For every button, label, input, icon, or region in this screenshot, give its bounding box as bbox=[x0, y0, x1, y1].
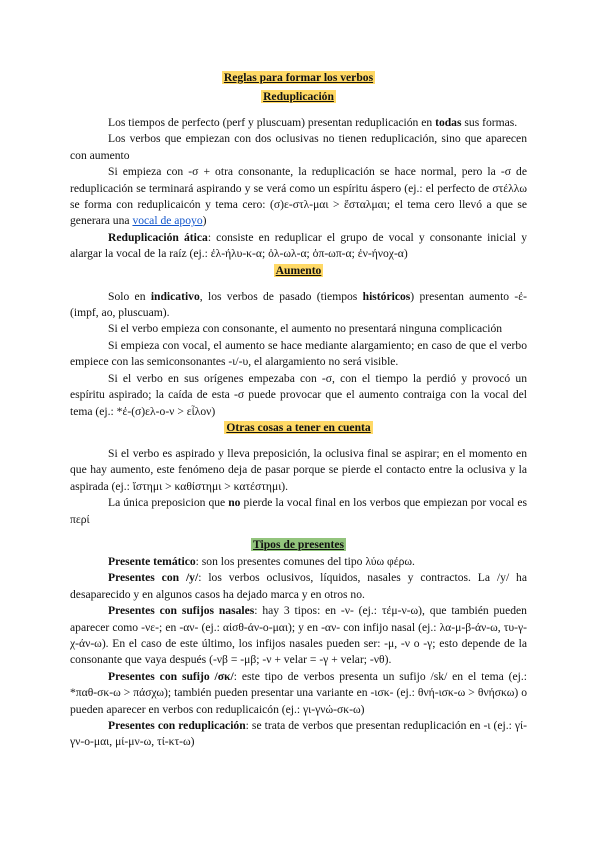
paragraph: Los verbos que empiezan con dos oclusivas no tienen reduplicación, sino que aparecen con aumento bbox=[70, 132, 527, 162]
doc-title: Reglas para formar los verbos bbox=[223, 71, 374, 84]
paragraph: Reduplicación ática: consiste en reduplicar el grupo de vocal y consonante inicial y alargar la vocal de la raíz (ej.: ἐλ-ήλυ-κ-α; ὀλ-ωλ-α; ὀπ-ωπ-α; ἐν-ήνοχ-α) bbox=[70, 230, 527, 261]
paragraph: Si el verbo en sus orígenes empezaba con -σ, con el tiempo la perdió y provocó un espíritu aspirado; la caída de esta -σ puede provocar que el aumento contraiga con la vocal del tema (ej.: *ἐ-(σ)ελ-ο-ν > εἷλον) bbox=[70, 371, 527, 418]
paragraph: Presentes con sufijo /σκ/: este tipo de verbos presenta un sufijo /sk/ en el tema (ej.: *παθ-σκ-ω > πάσχω); también pueden presentar una variante en -ισκ- (ej.: θνή-ισκ-ω > θνήσκω) o pueden aparecer en verbos con reduplicaicón (ej.: γι-γνώ-σκ-ω) bbox=[70, 669, 527, 716]
paragraph: Presentes con /y/: los verbos oclusivos, líquidos, nasales y contractos. La /y/ ha desaparecido y en algunos casos ha dejado marca y en otros no. bbox=[70, 571, 527, 601]
document-body bbox=[70, 70, 527, 751]
heading-otras-cosas: Otras cosas a tener en cuenta bbox=[226, 420, 371, 434]
paragraph: Presente temático: son los presentes comunes del tipo λύω φέρω. bbox=[108, 554, 415, 568]
paragraph: Si el verbo es aspirado y lleva preposición, la oclusiva final se aspirar; en el momento en que hay aumento, este fenómeno deja de pasar porque se pierde el contacto entre la oclusiva y la aspirada (ej.: ἵστημι > καθίστημι > κατέστημι). bbox=[70, 446, 527, 493]
paragraph: Si empieza con vocal, el aumento se hace mediante alargamiento; en caso de que el verbo empiece con las semiconsonantes -ι/-υ, el alargamiento no será visible. bbox=[70, 338, 527, 369]
heading-aumento: Aumento bbox=[275, 263, 322, 277]
paragraph: Si el verbo empieza con consonante, el aumento no presentará ninguna complicación bbox=[108, 322, 503, 336]
paragraph: Presentes con reduplicación: se trata de verbos que presentan reduplicación en -ι (ej.: γί-γν-ο-μαι, μί-μν-ω, τί-κτ-ω) bbox=[70, 719, 527, 749]
heading-tipos-de-presentes: Tipos de presentes bbox=[252, 537, 345, 551]
heading-reduplicacion: Reduplicación bbox=[263, 90, 334, 103]
paragraph: Si empieza con -σ + otra consonante, la reduplicación se hace normal, pero la -σ de reduplicación se terminará aspirando y se verá como un espíritu áspero (ej.: el perfecto de στέλλω se forma con reduplicaicón y tema cero: (σ)ε-στλ-μαι > ἔσταλμαι; el tema cero llevó a que se generara una vocal de apoyo) bbox=[70, 165, 527, 228]
paragraph: Los tiempos de perfecto (perf y pluscuam) presentan reduplicación en todas sus formas. bbox=[108, 116, 518, 129]
vocal-de-apoyo-link[interactable]: vocal de apoyo bbox=[132, 214, 203, 228]
paragraph: Presentes con sufijos nasales: hay 3 tipos: en -ν- (ej.: τέμ-ν-ω), que también pueden aparecer como -νε-; en -αν- (ej.: αἰσθ-άν-ο-μαι); y en -αν- con infijo nasal (ej.: λα-μ-β-άν-ω, τυ-γ-χ-άν-ω). En el caso de este último, los infijos nasales pueden ser: -μ, -ν o -γ; esto depende de la consonante que vaya después (-νβ = -μβ; -ν + velar = -γ + velar; -νθ). bbox=[70, 604, 527, 667]
paragraph: Solo en indicativo, los verbos de pasado (tiempos históricos) presentan aumento -ἐ- (impf, ao, pluscuam). bbox=[70, 289, 527, 320]
paragraph: La única preposicion que no pierde la vocal final en los verbos que empiezan por vocal es περί bbox=[70, 496, 527, 526]
